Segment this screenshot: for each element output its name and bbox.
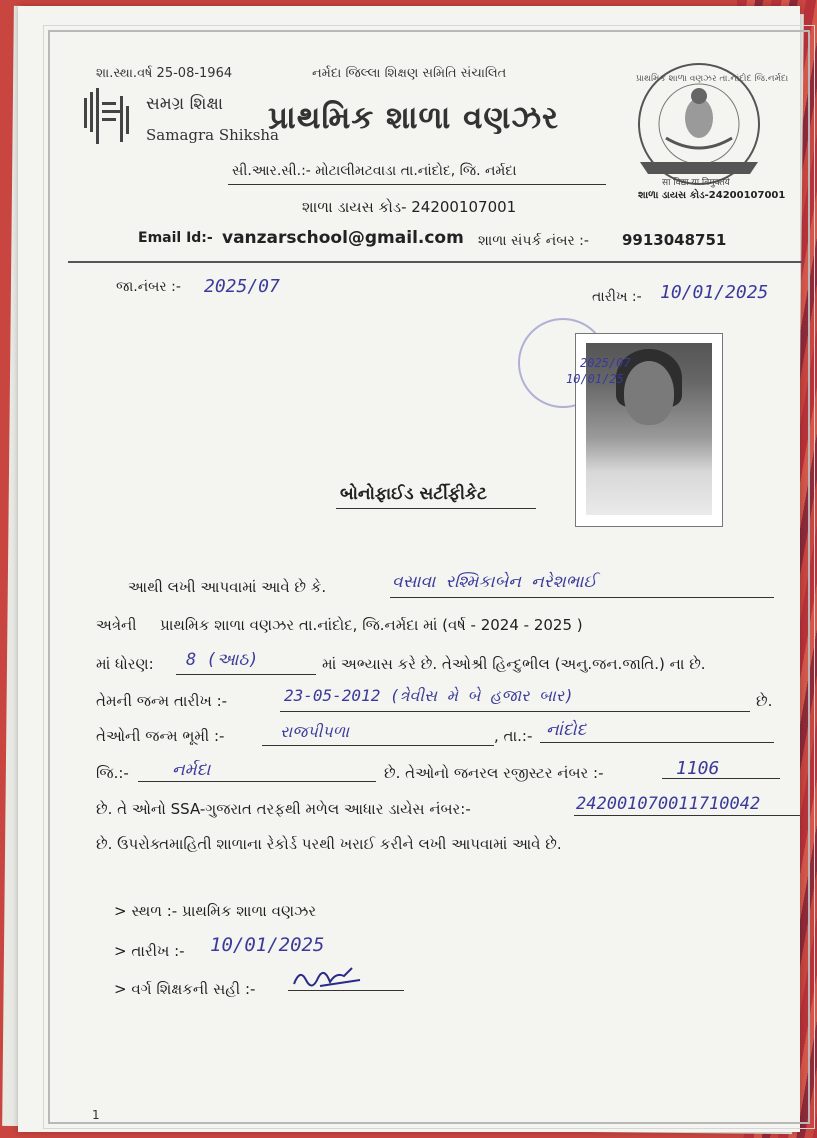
footer-date-value: 10/01/2025 [210, 934, 325, 956]
date-label: તારીખ :- [592, 289, 642, 305]
contact-number: 9913048751 [622, 231, 727, 249]
register-number: 1106 [676, 758, 720, 779]
line3-suffix: માં અભ્યાસ કરે છે. તેઓશ્રી હિન્દુભીલ (અનુ.જન.જાતિ.) ના છે. [322, 655, 706, 673]
birth-date: 23-05-2012 (ત્રેવીસ મે બે હજાર બાર) [284, 686, 574, 705]
line2-prefix: અત્રેની [96, 616, 137, 634]
outward-number-label: જા.નંબર :- [116, 279, 181, 295]
committee-line: નર્મદા જિલ્લા શિક્ષણ સમિતિ સંચાલિત [312, 66, 507, 81]
photo-stamp-text-1: 2025/07 [580, 356, 631, 370]
taluka-value: નાંદોદ [546, 720, 587, 740]
school-name-heading: પ્રાથમિક શાળા વણઝર [268, 100, 560, 136]
footer-date-label: > તારીખ :- [114, 942, 185, 960]
line7-prefix: છે. તે ઓનો SSA-ગુજરાત તરફથી મળેલ આધાર ડાયેસ નંબર:- [96, 800, 471, 818]
register-label: છે. તેઓનો જનરલ રજીસ્ટર નંબર :- [384, 764, 604, 782]
header-divider [68, 261, 803, 263]
birth-place: રાજપીપળા [280, 722, 350, 741]
teacher-signature [290, 962, 370, 992]
line3-prefix: માં ધોરણ: [96, 655, 154, 673]
aadhaar-dise-number: 242001070011710042 [576, 794, 761, 814]
line2-school: પ્રાથમિક શાળા વણઝર તા.નાંદોદ, જિ.નર્મદા માં (વર્ષ - 2024 - 2025 ) [160, 616, 583, 634]
dise-code: શાળા ડાયસ કોડ- 24200107001 [302, 198, 517, 216]
district-label: જિ.:- [96, 764, 129, 782]
student-name: વસાવા રશ્મિકાબેન નરેશભાઈ [392, 572, 597, 592]
seal-top-text: પ્રાથમિક શાળા વણઝર તા.નાંદોદ જિ.નર્મદા [636, 74, 789, 84]
student-name-line [390, 597, 774, 598]
signature-line [288, 990, 404, 991]
contact-label: શાળા સંપર્ક નંબર :- [478, 233, 589, 249]
standard-value: 8 (આઠ) [186, 650, 259, 670]
birth-date-line [280, 711, 750, 712]
email-label: Email Id:- [138, 230, 213, 246]
crc-line: સી.આર.સી.:- મોટાલીમટવાડા તા.નાંદોદ, જિ. નર્મદા [232, 163, 517, 179]
seal-dise-code: શાળા ડાયસ કોડ-24200107001 [638, 190, 786, 201]
samagra-gujarati: સમગ્ર શિક્ષા [146, 94, 224, 114]
line1-prefix: આથી લખી આપવામાં આવે છે કે. [128, 578, 327, 596]
line8: છે. ઉપરોક્તમાહિતી શાળાના રેકોર્ડ પરથી ખરાઈ કરીને લખી આપવામાં આવે છે. [96, 835, 562, 853]
title-underline [336, 508, 536, 509]
line4-suffix: છે. [756, 692, 773, 710]
email-address: vanzarschool@gmail.com [222, 228, 464, 248]
photo-face [624, 361, 674, 425]
page-number: 1 [92, 1108, 100, 1122]
standard-line [176, 674, 316, 675]
signature-label: > વર્ગ શિક્ષકની સહી :- [114, 980, 256, 998]
crc-underline [228, 184, 606, 185]
taluka-line [540, 742, 774, 743]
place-line: > સ્થળ :- પ્રાથમિક શાળા વણઝર [114, 902, 317, 920]
aadhaar-dise-line [574, 815, 800, 816]
register-line [662, 778, 780, 779]
certificate-title: બોનોફાઈડ સર્ટીફીકેટ [340, 484, 487, 504]
established-year: શા.સ્થા.વર્ષ 25-08-1964 [96, 66, 233, 81]
district-line [138, 781, 376, 782]
taluka-label: , તા.:- [494, 727, 533, 745]
birth-place-line [262, 745, 494, 746]
outward-number-value: 2025/07 [204, 276, 280, 297]
district-value: નર્મદા [172, 760, 211, 780]
samagra-english: Samagra Shiksha [146, 126, 279, 144]
photo-stamp-text-2: 10/01/25 [566, 372, 624, 386]
line5-prefix: તેઓની જન્મ ભૂમી :- [96, 727, 225, 745]
seal-motto: सा विद्या या विमुक्तये [662, 178, 730, 188]
line4-prefix: તેમની જન્મ તારીખ :- [96, 692, 228, 710]
date-value: 10/01/2025 [660, 282, 769, 303]
samagra-shiksha-logo [80, 88, 136, 148]
